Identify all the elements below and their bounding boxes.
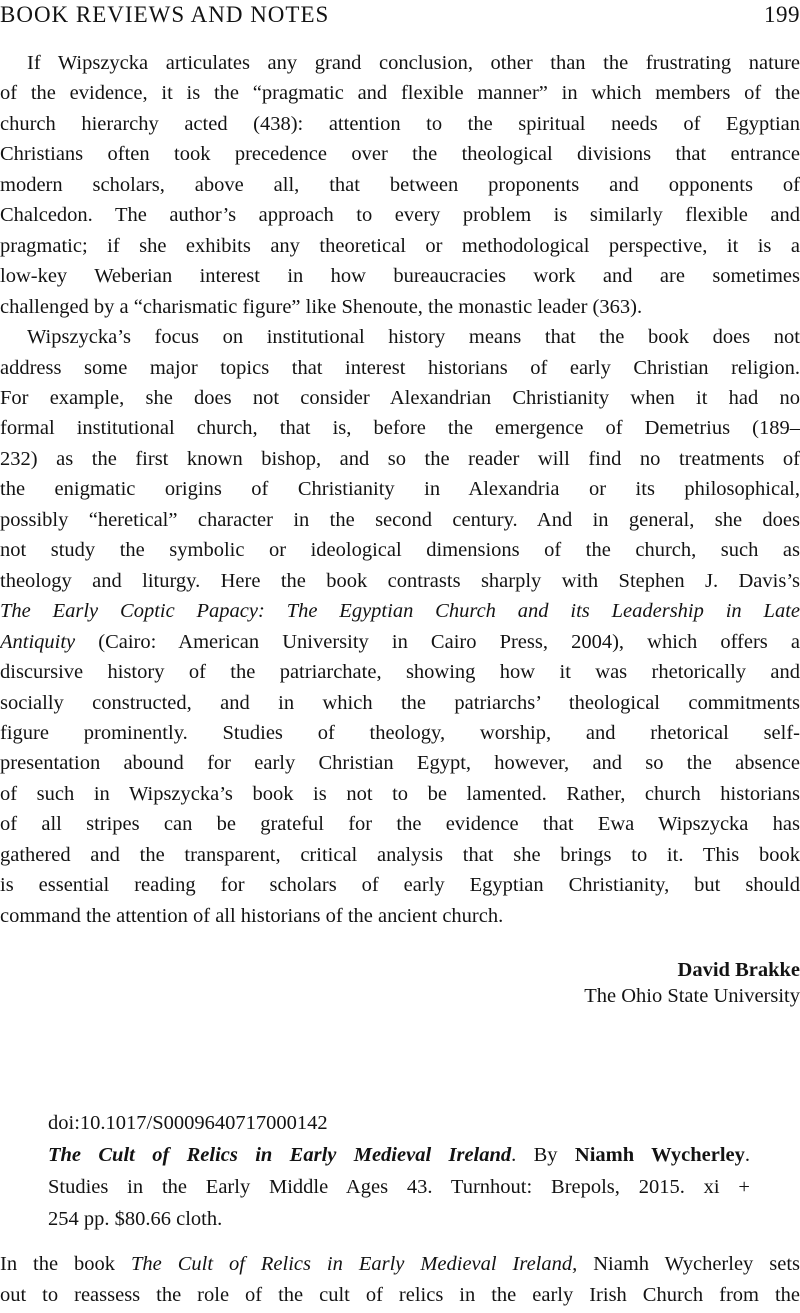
paragraph [48,1107,750,1139]
page-header [0,0,800,28]
text-line: formal institutional church, that is, before the emergence of Demetrius (189– [0,417,800,440]
text-line: Christians often took precedence over the theological divisions that entrance [0,143,800,166]
paragraph [0,1249,800,1311]
text-line: 232) as the first known bishop, and so the reader will find no treatments of [0,447,800,470]
text-line: Wipszycka’s focus on institutional history means that the book does not [27,326,800,349]
text-line: gathered and the transparent, critical analysis that she brings to it. This book [0,843,800,866]
text-line: of all stripes can be grateful for the evidence that Ewa Wipszycka has [0,813,800,836]
text-line: If Wipszycka articulates any grand conclusion, other than the frustrating nature [27,52,800,74]
text-line: challenged by a “charismatic figure” like Shenoute, the monastic leader (363). [0,295,643,318]
text-line: figure prominently. Studies of theology, worship, and rhetorical self- [0,721,800,744]
review2-body [0,1249,800,1311]
book-citation-block [48,1107,750,1235]
running-head: BOOK REVIEWS AND NOTES [0,2,330,27]
text-line: The Cult of Relics in Early Medieval Ireland. By Niamh Wycherley. [48,1144,750,1167]
text-line: Chalcedon. The author’s approach to every problem is similarly flexible and [0,204,800,227]
text-line: is essential reading for scholars of early Egyptian Christianity, but should [0,874,800,897]
paragraph [48,1139,750,1235]
review1-body [0,48,800,931]
text-line: discursive history of the patriarchate, showing how it was rhetorically and [0,661,800,684]
text-line: church hierarchy acted (438): attention to the spiritual needs of Egyptian [0,112,800,135]
text-line: possibly “heretical” character in the second century. And in general, she does [0,508,800,531]
page-number: 199 [764,2,800,27]
signature-block [0,957,800,1009]
reviewer-name: David Brakke [677,959,800,982]
text-line: socially constructed, and in which the patriarchs’ theological commitments [0,691,800,714]
text-line: theology and liturgy. Here the book contrasts sharply with Stephen J. Davis’s [0,569,800,592]
paragraph [0,322,800,931]
paragraph [0,48,800,322]
text-line: out to reassess the role of the cult of relics in the early Irish Church from the [0,1284,800,1307]
text-line: For example, she does not consider Alexandrian Christianity when it had no [0,386,800,409]
text-line: modern scholars, above all, that between proponents and opponents of [0,173,800,196]
text-line: of such in Wipszycka’s book is not to be lamented. Rather, church historians [0,782,800,805]
text-line: In the book The Cult of Relics in Early Medieval Ireland, Niamh Wycherley sets [0,1253,800,1276]
text-line: of the evidence, it is the “pragmatic and flexible manner” in which members of the [0,82,800,105]
text-line: Studies in the Early Middle Ages 43. Turnhout: Brepols, 2015. xi + [48,1176,750,1199]
text-line: address some major topics that interest historians of early Christian religion. [0,356,800,379]
text-line: doi:10.1017/S0009640717000142 [48,1112,328,1135]
text-line: low-key Weberian interest in how bureaucracies work and are sometimes [0,265,800,288]
text-line: The Early Coptic Papacy: The Egyptian Church and its Leadership in Late [0,600,800,623]
text-line: command the attention of all historians of the ancient church. [0,904,504,927]
text-line: 254 pp. $80.66 cloth. [48,1208,223,1231]
text-line: not study the symbolic or ideological dimensions of the church, such as [0,539,800,562]
text-line: presentation abound for early Christian Egypt, however, and so the absence [0,752,800,775]
text-line: Antiquity (Cairo: American University in Cairo Press, 2004), which offers a [0,630,800,653]
text-line: the enigmatic origins of Christianity in Alexandria or its philosophical, [0,478,800,501]
reviewer-affiliation: The Ohio State University [584,985,800,1008]
text-line: pragmatic; if she exhibits any theoretical or methodological perspective, it is a [0,234,800,257]
